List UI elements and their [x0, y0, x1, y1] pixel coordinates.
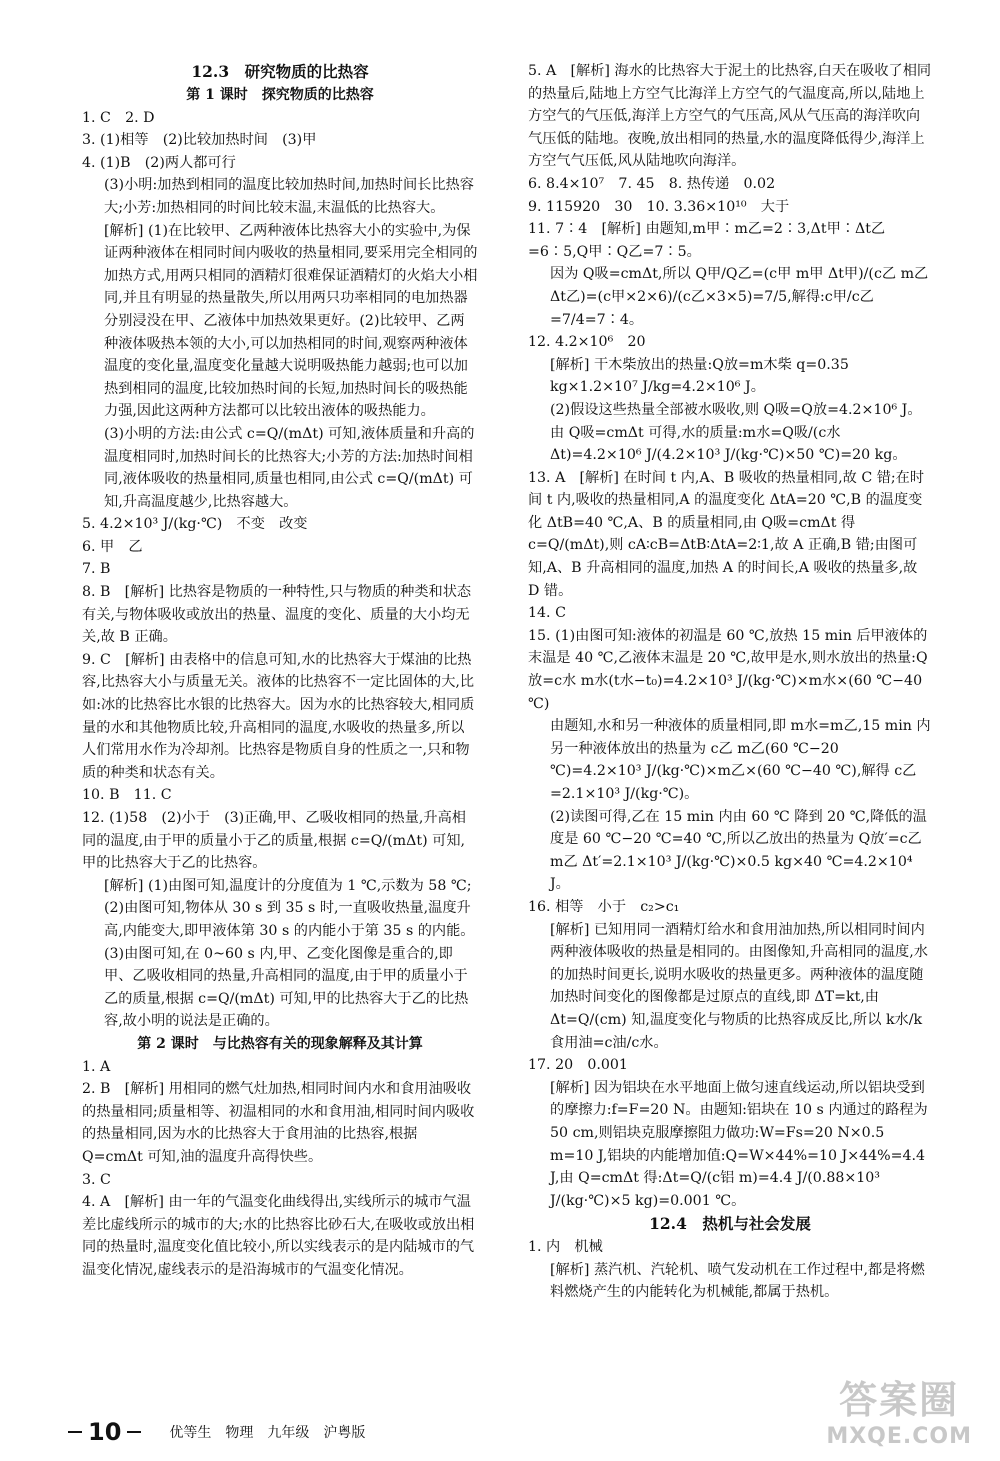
page-number: 10: [88, 1418, 122, 1446]
watermark-url: MXQE.COM: [826, 1424, 972, 1449]
answer-item: 4. (1)B (2)两人都可行: [82, 154, 236, 171]
answer-item: 7. B: [82, 561, 111, 578]
answer-item: 9. C [解析] 由表格中的信息可知,水的比热容大于煤油的比热容,比热容大小与质量无关。液体的比热容不一定比固体的大,比如:冰的比热容比水银的比热容大。因为水的比热容较大,相同质量的水和其他物质比较,升高相同的温度,水吸收的热量多,所以人们常用水作为冷却剂。比热容是物质自身的性质之一,只和物质的种类和状态有关。: [82, 651, 475, 781]
watermark-logo: [826, 1369, 972, 1449]
answer-item: 3. (1)相等 (2)比较加热时间 (3)甲: [82, 132, 317, 149]
answer-item: 3. C: [82, 1171, 111, 1188]
answer-item: (3)由图可知,在 0~60 s 内,甲、乙变化图像是重合的,即甲、乙吸收相同的热量,升高相同的温度,由于甲的质量小于乙的质量,根据 c=Q/(mΔt) 可知,甲的比热容大于乙的比热容,故小明的说法是正确的。: [104, 945, 469, 1030]
answer-item: 4. A [解析] 由一年的气温变化曲线得出,实线所示的城市气温差比虚线所示的城市的大;水的比热容比砂石大,在吸收或放出相同的热量时,温度变化值比较小,所以实线表示的是内陆城市的气温变化情况,虚线表示的是沿海城市的气温变化情况。: [82, 1194, 475, 1278]
answer-item: 2. B [解析] 用相同的燃气灶加热,相同时间内水和食用油吸收的热量相同;质量相等、初温相同的水和食用油,相同时间内吸收的热量相同,因为水的比热容大于食用油的比热容,根据 Q=cmΔt 可知,油的温度升高得快些。: [82, 1081, 475, 1165]
answer-item: 因为 Q吸=cmΔt,所以 Q甲/Q乙=(c甲 m甲 Δt甲)/(c乙 m乙 Δt乙)=(c甲×2×6)/(c乙×3×5)=7/5,解得:c甲/c乙=7/4=7∶4。: [550, 266, 929, 328]
answer-item: [解析] 干木柴放出的热量:Q放=m木柴 q=0.35 kg×1.2×10⁷ J/kg=4.2×10⁶ J。: [550, 356, 849, 396]
answer-item: [解析] 蒸汽机、汽轮机、喷气发动机在工作过程中,都是将燃料燃烧产生的内能转化为机械能,都属于热机。: [550, 1261, 925, 1301]
answer-item: 6. 甲 乙: [82, 538, 143, 555]
answer-item: (2)假设这些热量全部被水吸收,则 Q吸=Q放=4.2×10⁶ J。: [550, 401, 922, 418]
section-heading: 第 2 课时 与比热容有关的现象解释及其计算: [137, 1035, 423, 1052]
answer-item: 由题知,水和另一种液体的质量相同,即 m水=m乙,15 min 内另一种液体放出的热量为 c乙 m乙(60 ℃−20 ℃)=4.2×10³ J/(kg·℃)×m乙×(60 ℃−40 ℃),解得 c乙=2.1×10³ J/(kg·℃)。: [550, 718, 931, 802]
page-footer: [62, 1418, 365, 1446]
footer-dash: [127, 1431, 141, 1433]
section-heading: 第 1 课时 探究物质的比热容: [186, 87, 374, 103]
answer-item: 15. (1)由图可知:液体的初温是 60 ℃,放热 15 min 后甲液体的末温是 40 ℃,乙液体末温是 20 ℃,故甲是水,则水放出的热量:Q放=c水 m水(t水−t₀)=4.2×10³ J/(kg·℃)×m水×(60 ℃−40 ℃): [528, 627, 928, 712]
answer-item: 1. 内 机械: [528, 1239, 603, 1256]
answer-item: [解析] (1)在比较甲、乙两种液体比热容大小的实验中,为保证两种液体在相同时间内吸收的热量相同,要采用完全相同的加热方式,用两只相同的酒精灯很难保证酒精灯的火焰大小相同,并且有明显的热量散失,所以用两只功率相同的电加热器分别浸没在甲、乙液体中加热效果更好。(2)比较甲、乙两种液体吸热本领的大小,可以加热相同的时间,观察两种液体温度的变化量,温度变化量越大说明吸热能力越弱;也可以加热到相同的温度,比较加热时间的长短,加热时间长的吸热能力强,因此这两种方法都可以比较出液体的吸热能力。: [104, 222, 478, 420]
watermark-title: 答案圈: [839, 1378, 960, 1422]
answer-item: 1. C 2. D: [82, 109, 155, 126]
answer-item: 8. B [解析] 比热容是物质的一种特性,只与物质的种类和状态有关,与物体吸收或放出的热量、温度的变化、质量的大小均无关,故 B 正确。: [82, 584, 472, 646]
answer-item: 9. 115920 30 10. 3.36×10¹⁰ 大于: [528, 198, 790, 215]
left-column: [82, 60, 478, 1281]
answer-item: 14. C: [528, 605, 566, 622]
answer-item: 6. 8.4×10⁷ 7. 45 8. 热传递 0.02: [528, 175, 776, 192]
answer-item: 13. A [解析] 在时间 t 内,A、B 吸收的热量相同,故 C 错;在时间 t 内,吸收的热量相同,A 的温度变化 ΔtA=20 ℃,B 的温度变化 ΔtB=40 ℃,A、B 的质量相同,由 Q吸=cmΔt 得 c=Q/(mΔt),则 cA∶cB=ΔtB∶ΔtA=2∶1,故 A 正确,B 错;由图可知,A、B 升高相同的温度,加热 A 的时间长,A 吸收的热量多,故 D 错。: [528, 469, 925, 599]
answer-item: 由 Q吸=cmΔt 可得,水的质量:m水=Q吸/(c水 Δt)=4.2×10⁶ J/(4.2×10³ J/(kg·℃)×50 ℃)=20 kg。: [550, 424, 907, 464]
section-heading: 12.3 研究物质的比热容: [191, 62, 369, 81]
book-info: 优等生 物理 九年级 沪粤版: [169, 1425, 366, 1441]
answer-item: [解析] 已知用同一酒精灯给水和食用油加热,所以相同时间内两种液体吸收的热量是相同的。由图像知,升高相同的温度,水的加热时间更长,说明水吸收的热量更多。两种液体的温度随加热时间变化的图像都是过原点的直线,即 ΔT=kt,由 Δt=Q/(cm) 知,温度变化与物质的比热容成反比,所以 k水/k食用油=c油/c水。: [550, 921, 928, 1051]
section-heading: 12.4 热机与社会发展: [649, 1214, 811, 1234]
answer-item: 12. (1)58 (2)小于 (3)正确,甲、乙吸收相同的热量,升高相同的温度,由于甲的质量小于乙的质量,根据 c=Q/(mΔt) 可知,甲的比热容大于乙的比热容。: [82, 810, 466, 872]
answer-item: (3)小明:加热到相同的温度比较加热时间,加热时间长比热容大;小芳:加热相同的时间比较末温,末温低的比热容大。: [104, 177, 474, 216]
answer-item: [解析] (1)由图可知,温度计的分度值为 1 ℃,示数为 58 ℃;(2)由图可知,物体从 30 s 到 35 s 时,一直吸收热量,温度升高,内能变大,即甲液体第 30 s 的内能小于第 35 s 的内能。: [104, 877, 475, 939]
answer-item: 5. 4.2×10³ J/(kg·℃) 不变 改变: [82, 516, 308, 533]
answer-item: (3)小明的方法:由公式 c=Q/(mΔt) 可知,液体质量和升高的温度相同时,加热时间长的比热容大;小芳的方法:加热时间相同,液体吸收的热量相同,质量也相同,由公式 c=Q/(mΔt) 可知,升高温度越少,比热容越大。: [104, 425, 475, 510]
answer-item: 16. 相等 小于 c₂>c₁: [528, 898, 680, 915]
answer-item: 12. 4.2×10⁶ 20: [528, 334, 646, 351]
answer-item: 17. 20 0.001: [528, 1057, 628, 1074]
answer-item: (2)读图可得,乙在 15 min 内由 60 ℃ 降到 20 ℃,降低的温度是 60 ℃−20 ℃=40 ℃,所以乙放出的热量为 Q放′=c乙 m乙 Δt′=2.1×10³ J/(kg·℃)×0.5 kg×40 ℃=4.2×10⁴ J。: [550, 808, 927, 893]
right-column: [528, 60, 932, 1304]
answer-item: 11. 7∶4 [解析] 由题知,m甲∶m乙=2∶3,Δt甲∶Δt乙=6∶5,Q甲∶Q乙=7∶5。: [528, 221, 886, 260]
answer-item: 10. B 11. C: [82, 787, 172, 804]
answer-item: 1. A: [82, 1058, 111, 1075]
answer-item: 5. A [解析] 海水的比热容大于泥土的比热容,白天在吸收了相同的热量后,陆地上方空气比海洋上方空气的气温度高,所以,陆地上方空气的气压低,海洋上方空气的气压高,风从气压高的海洋吹向气压低的陆地。夜晚,放出相同的热量,水的温度降低得少,海洋上方空气气压低,风从陆地吹向海洋。: [528, 63, 932, 170]
footer-dash: [68, 1431, 82, 1433]
answer-item: [解析] 因为铝块在水平地面上做匀速直线运动,所以铝块受到的摩擦力:f=F=20 N。由题知:铝块在 10 s 内通过的路程为 50 cm,则铝块克服摩擦阻力做功:W=Fs=20 N×0.5 m=10 J,铝块的内能增加值:Q=W×44%=10 J×44%=4.4 J,由 Q=cmΔt 得:Δt=Q/(c铝 m)=4.4 J/(0.88×10³ J/(kg·℃)×5 kg)=0.001 ℃。: [550, 1079, 928, 1209]
